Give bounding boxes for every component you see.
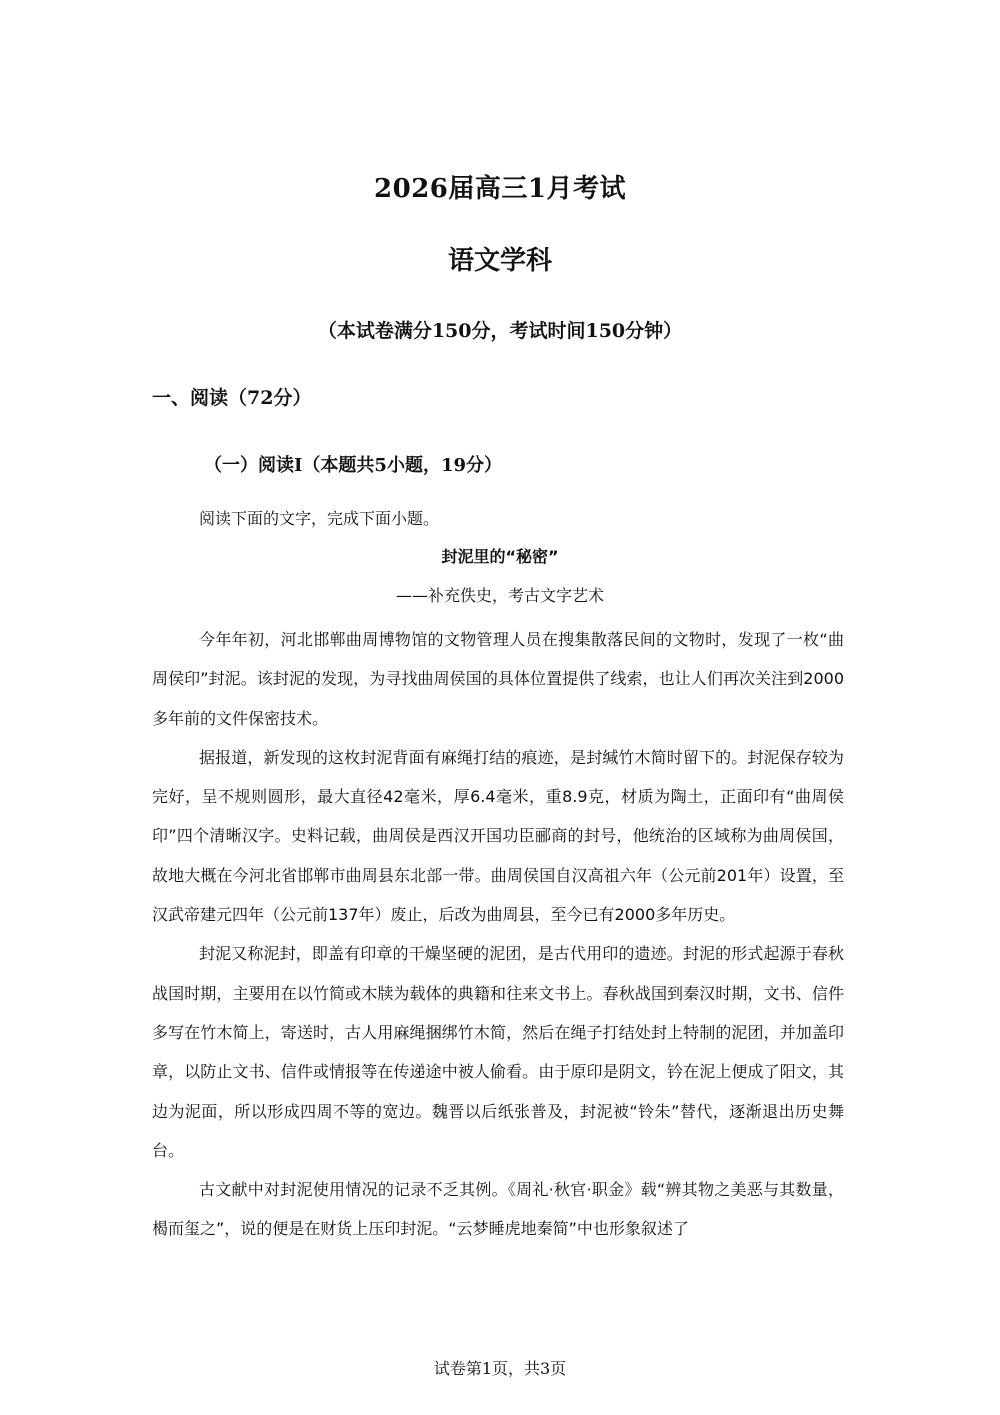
passage-paragraph-4: 古文献中对封泥使用情况的记录不乏其例。《周礼·秋官·职金》载“辨其物之美恶与其数量，楬而玺之”，说的便是在财货上压印封泥。“云梦睡虎地秦简”中也形象叙述了 xyxy=(152,1180,844,1239)
passage-paragraph-2: 据报道，新发现的这枚封泥背面有麻绳打结的痕迹，是封缄竹木简时留下的。封泥保存较为完好，呈不规则圆形，最大直径42毫米，厚6.4毫米，重8.9克，材质为陶土，正面印有“曲周侯印”四个清晰汉字。史料记载，曲周侯是西汉开国功臣郦商的封号，他统治的区域称为曲周侯国，故地大概在今河北省邯郸市曲周县东北部一带。曲周侯国自汉高祖六年（公元前201年）设置，至汉武帝建元四年（公元前137年）废止，后改为曲周县，至今已有2000多年历史。 xyxy=(152,747,844,925)
passage-subtitle: ——补充佚史，考古文字艺术 xyxy=(395,586,604,605)
passage-paragraph-3: 封泥又称泥封，即盖有印章的干燥坚硬的泥团，是古代用印的遗迹。封泥的形式起源于春秋战国时期，主要用在以竹简或木牍为载体的典籍和往来文书上。春秋战国到秦汉时期，文书、信件多写在竹木简上，寄送时，古人用麻绳捆绑竹木简，然后在绳子打结处封上特制的泥团，并加盖印章，以防止文书、信件或情报等在传递途中被人偷看。由于原印是阴文，钤在泥上便成了阳文，其边为泥面，所以形成四周不等的宽边。魏晋以后纸张普及，封泥被“铃朱”替代，逐渐退出历史舞台。 xyxy=(152,944,844,1160)
passage-title: 封泥里的“秘密” xyxy=(441,547,559,566)
exam-subject: 语文学科 xyxy=(447,246,552,276)
exam-note: （本试卷满分150分，考试时间150分钟） xyxy=(317,320,683,342)
passage-paragraph-1: 今年年初，河北邯郸曲周博物馆的文物管理人员在搜集散落民间的文物时，发现了一枚“曲周侯印”封泥。该封泥的发现，为寻找曲周侯国的具体位置提供了线索，也让人们再次关注到2000多年前的文件保密技术。 xyxy=(152,630,844,728)
page-footer: 试卷第1页，共3页 xyxy=(433,1359,567,1378)
section-heading: 一、阅读（72分） xyxy=(152,387,312,409)
passage-body xyxy=(152,620,844,1249)
subsection-heading: （一）阅读Ⅰ（本题共5小题，19分） xyxy=(204,455,502,476)
reading-instruction: 阅读下面的文字，完成下面小题。 xyxy=(199,509,440,528)
exam-title: 2026届高三1月考试 xyxy=(374,174,626,204)
